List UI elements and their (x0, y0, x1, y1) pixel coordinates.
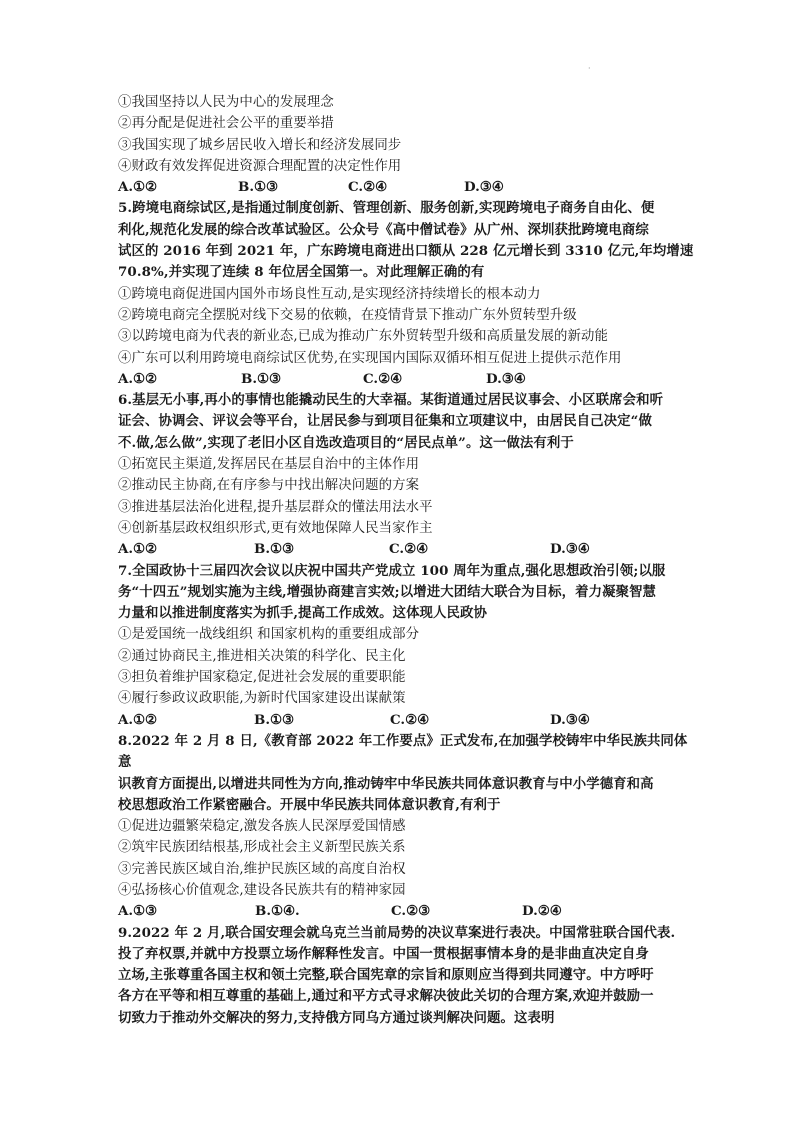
choice-item: ③担负着维护国家稳定,促进社会发展的重要职能 (118, 670, 406, 686)
choice-item: ④履行参政议政职能,为新时代国家建设出谋献策 (118, 691, 406, 707)
option-d: D.③④ (486, 370, 526, 387)
option-b: B.①③ (241, 370, 281, 387)
choice-item: ②筑牢民族团结根基,形成社会主义新型民族关系 (118, 840, 406, 856)
exam-page (118, 92, 694, 1029)
option-a: A.①② (118, 179, 158, 196)
question-stem: 识教育方面提出,以增进共同性为方向,推动铸牢中华民族共同体意识教育与中小学德育和高 (118, 775, 654, 792)
choice-item: ②跨境电商完全摆脱对线下交易的依赖，在疫情背景下推动广东外贸转型升级 (118, 307, 577, 323)
option-a: A.①② (118, 711, 158, 728)
choice-item: ④财政有效发挥促进资源合理配置的决定性作用 (118, 158, 402, 174)
choice-item: ③推进基层法治化进程,提升基层群众的懂法用法水平 (118, 499, 433, 515)
option-b: B.①③ (254, 541, 294, 558)
choice-item: ①是爱国统一战线组织 和国家机构的重要组成部分 (118, 627, 420, 643)
question-4 (118, 92, 683, 198)
option-c: C.②④ (389, 541, 429, 558)
choice-item: ③我国实现了城乡居民收入增长和经济发展同步 (118, 137, 402, 153)
option-b: B.①③ (254, 711, 294, 728)
choice-item: ④创新基层政权组织形式,更有效地保障人民当家作主 (118, 520, 433, 536)
question-stem: 务“十四五”规划实施为主线,增强协商建言实效;以增进大团结大联合为目标，着力凝聚智慧 (118, 583, 657, 600)
question-stem: 意 (118, 754, 132, 771)
question-6 (118, 390, 683, 560)
answer-options (118, 901, 683, 922)
question-stem: 5.跨境电商综试区,是指通过制度创新、管理创新、服务创新,实现跨境电子商务自由化、便 (118, 200, 655, 217)
option-d: D.③④ (550, 711, 590, 728)
choice-item: ④广东可以利用跨境电商综试区优势,在实现国内国际双循环相互促进上提供示范作用 (118, 350, 622, 366)
question-8 (118, 731, 688, 923)
choice-item: ①我国坚持以人民为中心的发展理念 (118, 95, 334, 110)
option-c: C.②④ (390, 711, 430, 728)
question-stem: 力量和以推进制度落实为抓手,提高工作成效。这体现人民政协 (118, 605, 488, 622)
answer-options (118, 369, 683, 390)
question-stem: 8.2022 年 2 月 8 日,《教育部 2022 年工作要点》正式发布,在加强学校铸牢中华民族共同体 (118, 732, 688, 749)
question-stem: 立场,主张尊重各国主权和领土完整,联合国宪章的宗旨和原则应当得到共同遵守。中方呼吁 (118, 967, 654, 984)
choice-item: ④弘扬核心价值观念,建设各民族共有的精神家园 (118, 882, 406, 898)
option-d: D.③④ (464, 179, 504, 196)
option-b: B.①④. (255, 903, 300, 920)
question-stem: 试区的 2016 年到 2021 年，广东跨境电商进出口额从 228 亿元增长到 3310 亿元,年均增速 (118, 243, 694, 260)
question-stem: 切致力于推动外交解决的努力,支持俄方同乌方通过谈判解决问题。这表明 (118, 1009, 555, 1026)
answer-options (118, 710, 683, 731)
choice-item: ②推动民主协商,在有序参与中找出解决问题的方案 (118, 478, 420, 494)
option-c: C.②③ (391, 903, 431, 920)
choice-item: ③以跨境电商为代表的新业态,已成为推动广东外贸转型升级和高质量发展的新动能 (118, 329, 609, 345)
answer-options (118, 539, 683, 560)
question-stem: 不.做,怎么做”,实现了老旧小区自选改造项目的“居民点单”。这一做法有利于 (118, 434, 574, 451)
question-stem: 各方在平等和相互尊重的基础上,通过和平方式寻求解决彼此关切的合理方案,欢迎并鼓励一 (118, 988, 654, 1005)
option-d: D.③④ (550, 541, 590, 558)
answer-options (118, 177, 683, 198)
choice-item: ①跨境电商促进国内国外市场良性互动,是实现经济持续增长的根本动力 (118, 286, 541, 302)
question-stem: 6.基层无小事,再小的事情也能撬动民生的大幸福。某街道通过居民议事会、小区联席会和听 (118, 392, 664, 409)
choice-item: ②再分配是促进社会公平的重要举措 (118, 116, 334, 132)
question-stem: 9.2022 年 2 月,联合国安理会就乌克兰当前局势的决议草案进行表决。中国常驻联合国代表. (118, 924, 676, 941)
option-d: D.②④ (522, 903, 562, 920)
question-5 (118, 198, 694, 390)
corner-mark: · (588, 64, 591, 73)
choice-item: ①促进边疆繁荣稳定,激发各族人民深厚爱国情感 (118, 819, 406, 835)
question-stem: 70.8%,并实现了连续 8 年位居全国第一。对此理解正确的有 (118, 264, 485, 281)
option-c: C.②④ (363, 370, 403, 387)
question-stem: 校思想政治工作紧密融合。开展中华民族共同体意识教育,有利于 (118, 796, 501, 813)
option-a: A.①② (118, 370, 158, 387)
question-stem: 利化,规范化发展的综合改革试验区。公众号《高中僧试卷》从广州、深圳获批跨境电商综 (118, 221, 649, 238)
question-7 (118, 561, 683, 731)
option-c: C.②④ (348, 179, 388, 196)
choice-item: ①拓宽民主渠道,发挥居民在基层自治中的主体作用 (118, 457, 420, 473)
choice-item: ③完善民族区域自治,维护民族区域的高度自治权 (118, 861, 406, 877)
question-stem: 证会、协调会、评议会等平台，让居民参与到项目征集和立项建议中，由居民自己决定“做 (118, 413, 652, 430)
option-a: A.①③ (118, 903, 158, 920)
question-9 (118, 923, 683, 1029)
option-b: B.①③ (238, 179, 278, 196)
question-stem: 7.全国政协十三届四次会议以庆祝中国共产党成立 100 周年为重点,强化思想政治引领;以服 (118, 562, 666, 579)
question-stem: 投了弃权票,并就中方投票立场作解释性发言。中国一贯根据事情本身的是非曲直决定自身 (118, 945, 649, 962)
option-a: A.①② (118, 541, 158, 558)
choice-item: ②通过协商民主,推进相关决策的科学化、民主化 (118, 648, 406, 664)
